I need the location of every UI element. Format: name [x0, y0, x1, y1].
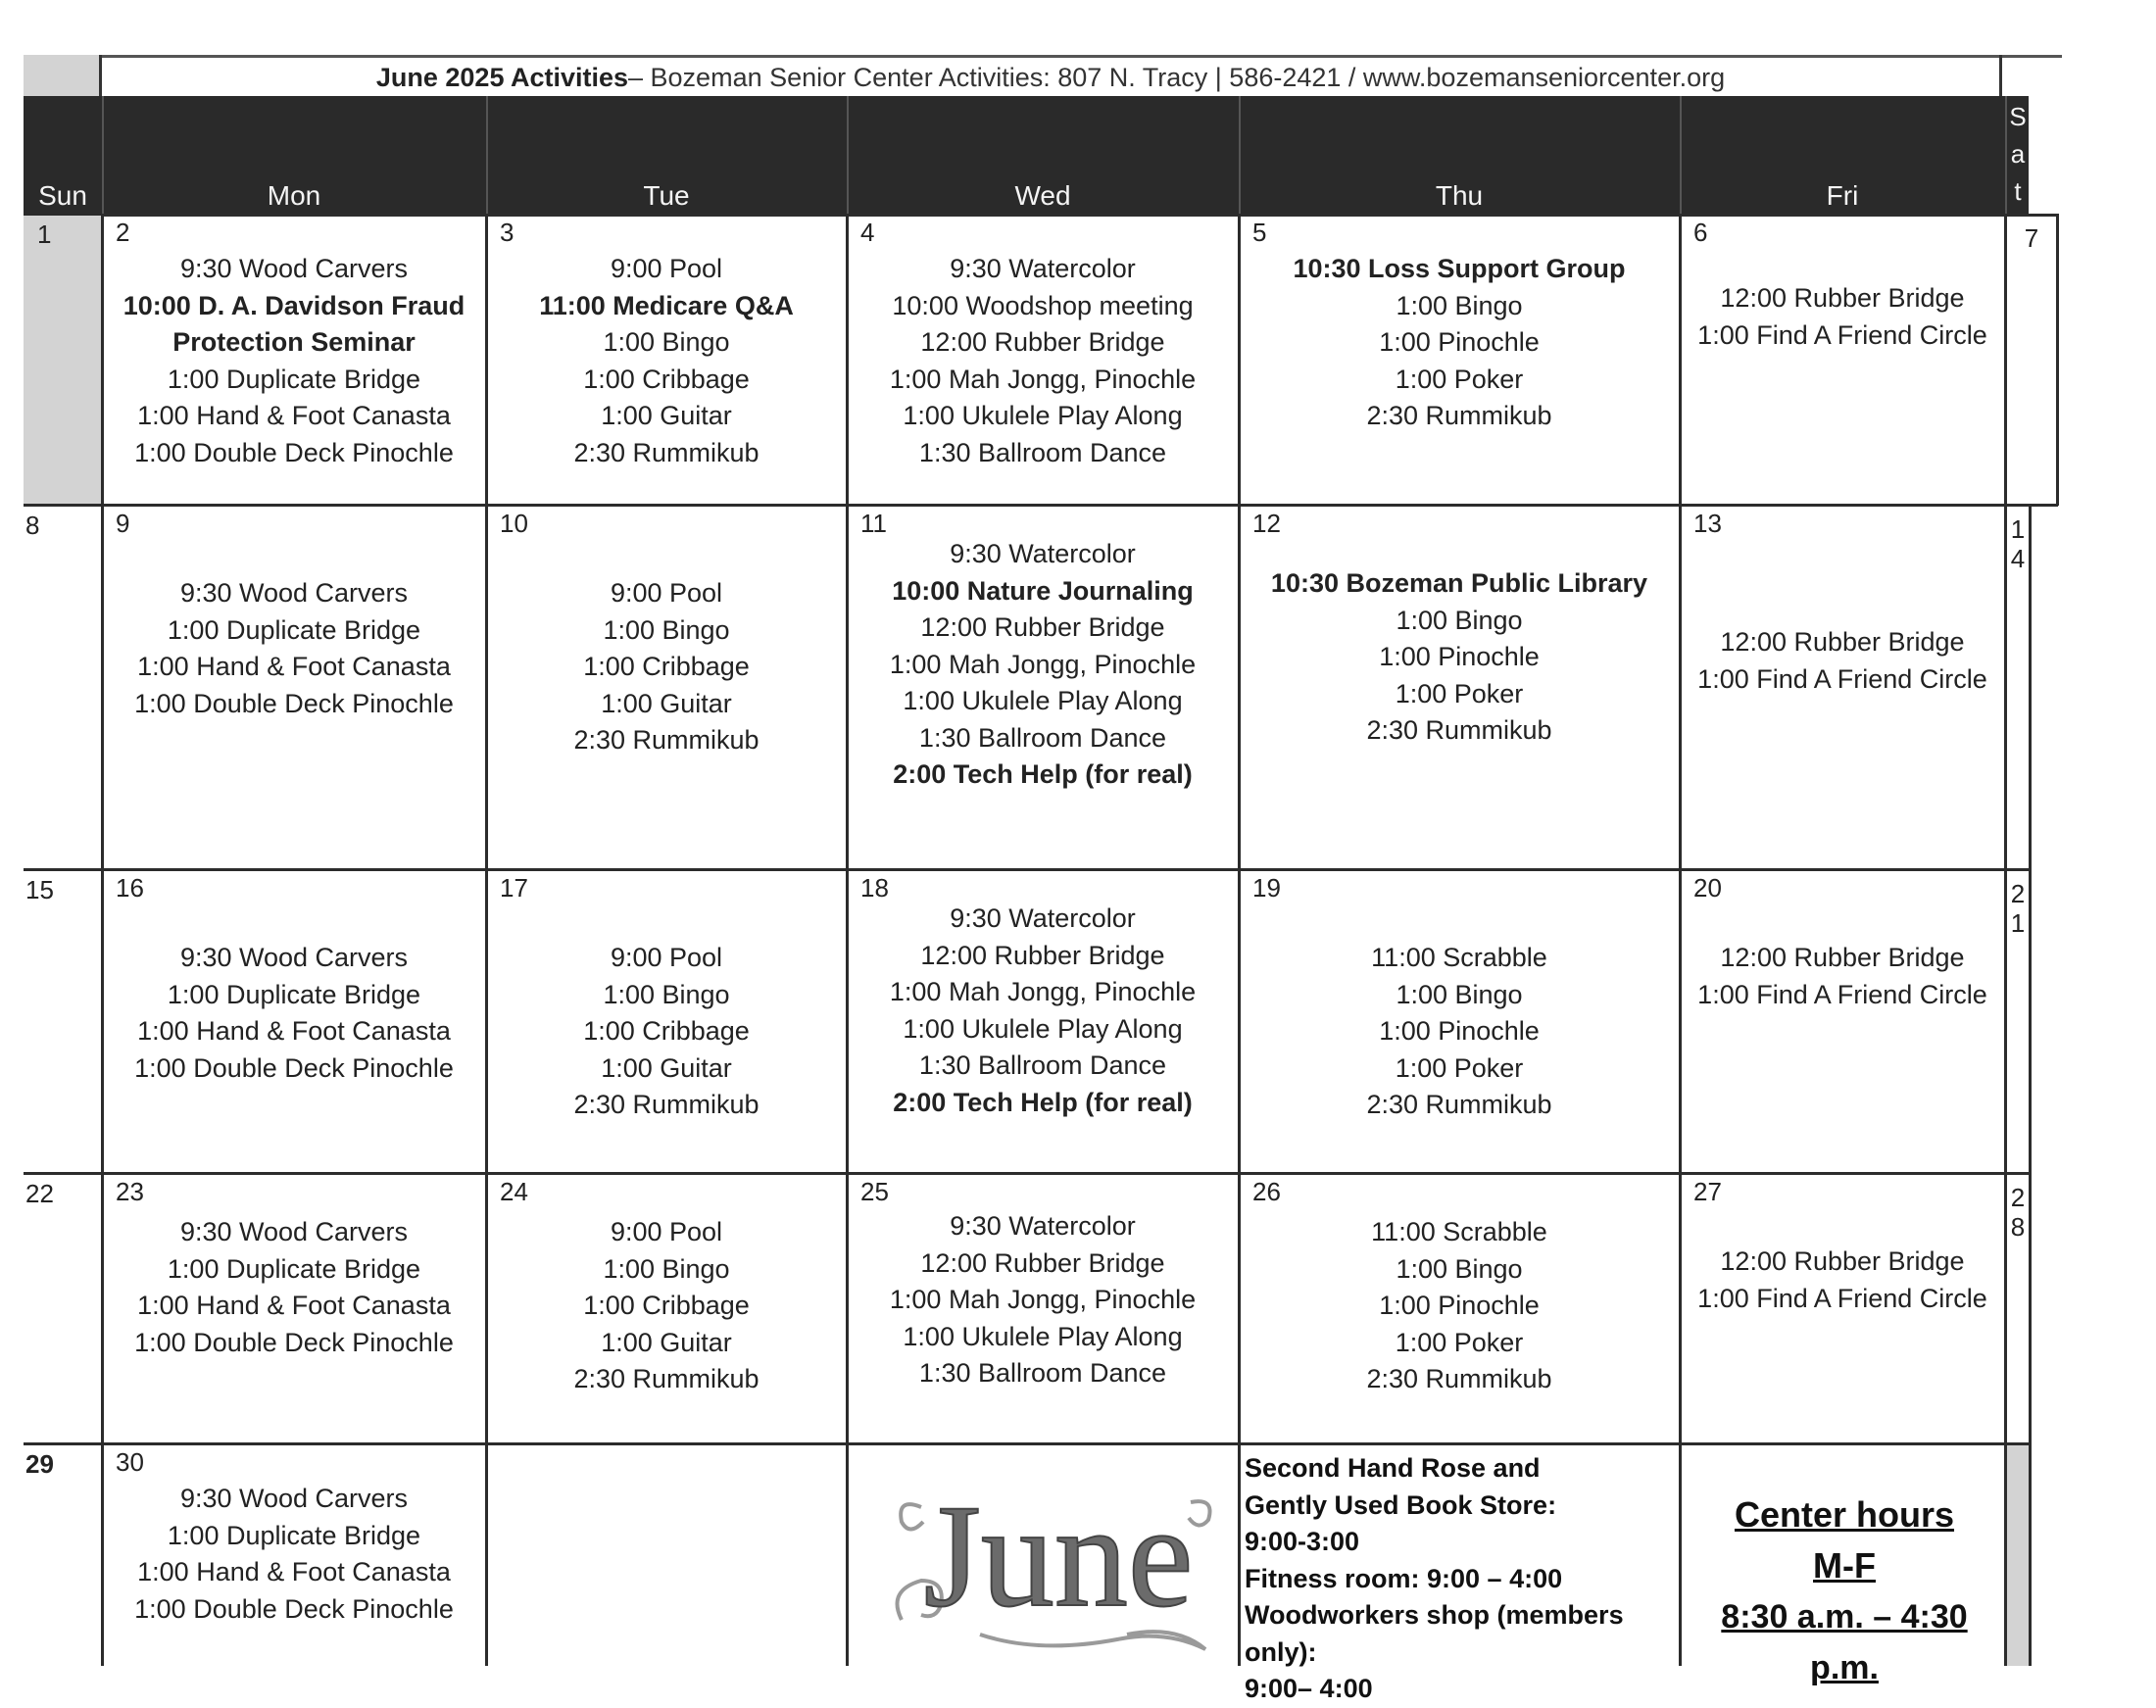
activity-item: 1:30 Ballroom Dance	[918, 1358, 1167, 1388]
june-logo	[862, 1448, 1254, 1664]
day-cell-wed	[847, 507, 1239, 868]
activity-list	[847, 901, 1239, 1121]
activity-list	[1239, 1214, 1680, 1398]
sunday-number: 1	[37, 220, 52, 249]
day-number: 5	[1252, 218, 1267, 247]
activity-item: 9:00 Pool	[610, 943, 723, 972]
day-header-sat: S a t	[2009, 102, 2027, 206]
activity-item: 2:30 Rummikub	[573, 725, 760, 755]
activity-item: 1:00 Cribbage	[583, 364, 750, 394]
activity-list	[102, 1481, 486, 1628]
activity-list	[486, 575, 847, 759]
day-number: 12	[1252, 509, 1281, 538]
activity-item: 12:00 Rubber Bridge	[1720, 283, 1965, 313]
activity-item: 2:30 Rummikub	[1366, 1364, 1552, 1393]
activity-item: 12:00 Rubber Bridge	[920, 327, 1165, 357]
activity-item: 11:00 Medicare Q&A	[539, 290, 794, 320]
activity-item: 11:00 Scrabble	[1371, 1217, 1547, 1246]
day-number: 10	[500, 509, 528, 538]
day-number: 6	[1693, 218, 1708, 247]
day-cell-tue	[486, 871, 847, 1172]
activity-item: 1:00 Ukulele Play Along	[903, 1321, 1183, 1351]
activity-item: 1:00 Poker	[1395, 1327, 1524, 1357]
activity-item: 9:30 Wood Carvers	[179, 1484, 409, 1513]
activity-item: 9:30 Wood Carvers	[179, 254, 409, 283]
day-header-thu: Thu	[1435, 180, 1484, 211]
activity-list	[847, 1208, 1239, 1392]
activity-item: 1:30 Ballroom Dance	[918, 1050, 1167, 1080]
activity-item: 1:00 Pinochle	[1379, 642, 1540, 671]
activity-item: 9:00 Pool	[610, 1217, 723, 1246]
activity-item: 2:30 Rummikub	[573, 1090, 760, 1119]
day-cell-fri	[1680, 507, 2005, 868]
day-number: 9	[116, 509, 130, 538]
day-cell-mon	[102, 871, 486, 1172]
activity-item: 2:30 Rummikub	[1366, 715, 1552, 745]
activity-item: 12:00 Rubber Bridge	[920, 940, 1165, 970]
activity-item: 1:00 Double Deck Pinochle	[134, 437, 454, 467]
activity-item: 1:00 Duplicate Bridge	[167, 1253, 421, 1284]
activity-item: 11:00 Scrabble	[1371, 943, 1547, 972]
day-number: 3	[500, 218, 514, 247]
activity-item: 2:00 Tech Help (for real)	[893, 1087, 1193, 1117]
activity-item: 1:00 Find A Friend Circle	[1697, 319, 1987, 350]
activity-item: 1:00 Cribbage	[583, 1016, 750, 1046]
hours-title: Center hours	[1734, 1494, 1955, 1535]
center-hours	[1684, 1489, 2005, 1686]
activity-item: 1:00 Bingo	[1396, 290, 1523, 320]
activity-item: 1:00 Duplicate Bridge	[167, 1520, 421, 1550]
activity-item: 1:00 Double Deck Pinochle	[134, 1593, 454, 1624]
activity-item: 1:00 Bingo	[1396, 605, 1523, 635]
activity-item: 9:00 Pool	[610, 578, 723, 608]
activity-item: 1:00 Ukulele Play Along	[903, 686, 1183, 715]
activity-item: 1:00 Poker	[1395, 678, 1524, 708]
activity-item: 9:30 Wood Carvers	[179, 943, 409, 972]
june-logo-text: June	[923, 1475, 1194, 1637]
activity-item: 10:30 Loss Support Group	[1293, 254, 1626, 283]
activity-item: 9:30 Wood Carvers	[179, 578, 409, 608]
facility-info	[1245, 1450, 1695, 1703]
activity-item: 12:00 Rubber Bridge	[920, 612, 1165, 642]
saturday-number: 1 4	[2010, 514, 2026, 573]
activity-list	[486, 940, 847, 1124]
activity-item: 1:00 Duplicate Bridge	[167, 979, 421, 1009]
day-cell-wed	[847, 871, 1239, 1172]
activity-item: 1:00 Bingo	[603, 1253, 730, 1284]
day-cell-fri	[1680, 1175, 2005, 1442]
activity-item: 10:00 D. A. Davidson Fraud	[122, 290, 466, 320]
activity-item: 1:00 Cribbage	[583, 1291, 750, 1320]
info-line: 9:00-3:00	[1245, 1527, 1360, 1556]
day-header-mon: Mon	[267, 180, 321, 211]
activity-item: 1:00 Hand & Foot Canasta	[137, 1291, 451, 1320]
activity-list	[102, 575, 486, 722]
activity-item: 1:00 Double Deck Pinochle	[134, 688, 454, 718]
activity-item: 1:00 Find A Friend Circle	[1697, 663, 1987, 694]
day-cell-fri	[1680, 216, 2005, 504]
activity-list	[847, 536, 1239, 794]
activity-list	[1680, 1244, 2005, 1317]
activity-item: 1:00 Bingo	[1396, 979, 1523, 1009]
activity-item: 1:00 Pinochle	[1379, 1016, 1540, 1046]
activity-item: 1:00 Hand & Foot Canasta	[137, 652, 451, 681]
activity-item: 1:00 Hand & Foot Canasta	[137, 1016, 451, 1046]
day-number: 18	[860, 873, 889, 903]
day-number: 27	[1693, 1177, 1722, 1206]
day-cell-mon	[102, 1445, 486, 1666]
day-cell-mon	[102, 507, 486, 868]
activity-item: 1:00 Mah Jongg, Pinochle	[889, 977, 1197, 1006]
hours-days: M-F	[1813, 1545, 1876, 1586]
day-number: 11	[860, 509, 887, 538]
day-header-tue: Tue	[643, 180, 690, 211]
activity-item: 1:00 Guitar	[601, 688, 732, 718]
saturday-number: 7	[2024, 223, 2039, 253]
activity-item: 1:00 Guitar	[601, 1052, 732, 1083]
activity-item: 1:00 Double Deck Pinochle	[134, 1052, 454, 1083]
activity-item: 1:00 Bingo	[1396, 1253, 1523, 1284]
activity-item: 2:30 Rummikub	[573, 437, 760, 467]
activity-item: 1:00 Duplicate Bridge	[167, 364, 421, 394]
activity-item: 12:00 Rubber Bridge	[1720, 1246, 1965, 1276]
saturday-number: 2 1	[2010, 879, 2026, 938]
activity-item: 1:00 Bingo	[603, 979, 730, 1009]
day-cell-thu	[1239, 507, 1680, 868]
sunday-number: 22	[25, 1179, 54, 1208]
activity-list	[486, 1214, 847, 1398]
activity-list	[847, 251, 1239, 471]
day-cell-tue	[486, 216, 847, 504]
day-number: 23	[116, 1177, 144, 1206]
activity-item: 1:30 Ballroom Dance	[918, 437, 1167, 467]
day-header-fri: Fri	[1826, 180, 1859, 211]
hours-time: 8:30 a.m. – 4:30 p.m.	[1721, 1598, 1968, 1686]
activity-item: 2:30 Rummikub	[573, 1364, 760, 1393]
grid-line	[2056, 214, 2059, 506]
activity-list	[102, 1214, 486, 1361]
info-line: Woodworkers shop (members only):	[1245, 1600, 1624, 1667]
day-cell-tue	[486, 507, 847, 868]
activity-item: 9:30 Watercolor	[950, 903, 1136, 933]
activity-item: 1:00 Bingo	[603, 614, 730, 645]
day-number: 24	[500, 1177, 528, 1206]
day-number: 16	[116, 873, 144, 903]
activity-item: 1:00 Ukulele Play Along	[903, 401, 1183, 430]
activity-item: 10:30 Bozeman Public Library	[1270, 568, 1648, 598]
day-number: 26	[1252, 1177, 1281, 1206]
day-number: 30	[116, 1447, 144, 1477]
activity-item: 1:00 Guitar	[601, 1327, 732, 1357]
day-cell-thu	[1239, 216, 1680, 504]
activity-item: 1:00 Cribbage	[583, 652, 750, 681]
activity-item: 9:00 Pool	[610, 254, 723, 283]
activity-item: 1:00 Double Deck Pinochle	[134, 1327, 454, 1357]
activity-item: 9:30 Wood Carvers	[179, 1217, 409, 1246]
day-number: 17	[500, 873, 528, 903]
activity-item: 1:00 Duplicate Bridge	[167, 614, 421, 645]
day-cell-fri	[1680, 871, 2005, 1172]
sunday-number: 15	[25, 875, 54, 904]
day-number: 25	[860, 1177, 889, 1206]
sunday-number: 8	[25, 511, 40, 540]
activity-item: 12:00 Rubber Bridge	[920, 1247, 1165, 1278]
day-number: 2	[116, 218, 130, 247]
header-left-cap	[24, 55, 102, 96]
activity-item: 12:00 Rubber Bridge	[1720, 627, 1965, 657]
day-number: 19	[1252, 873, 1281, 903]
activity-item: 1:00 Mah Jongg, Pinochle	[889, 649, 1197, 679]
day-cell-mon	[102, 216, 486, 504]
activity-item: 12:00 Rubber Bridge	[1720, 943, 1965, 972]
activity-item: 1:00 Pinochle	[1379, 1291, 1540, 1320]
day-cell-thu	[1239, 1175, 1680, 1442]
day-header-wed: Wed	[1014, 180, 1071, 211]
activity-list	[1680, 940, 2005, 1013]
activity-item: 1:00 Ukulele Play Along	[903, 1013, 1183, 1044]
info-line: Second Hand Rose and	[1245, 1453, 1541, 1483]
activity-item: 9:30 Watercolor	[950, 1211, 1136, 1241]
june-logo-art	[862, 1448, 1254, 1664]
title-month: June 2025 Activities	[375, 63, 629, 92]
header-right-cap	[1999, 55, 2062, 96]
activity-list	[102, 940, 486, 1087]
activity-item: 1:00 Hand & Foot Canasta	[137, 401, 451, 430]
page-title	[102, 59, 1999, 96]
activity-item: 2:30 Rummikub	[1366, 401, 1552, 430]
title-details: – Bozeman Senior Center Activities: 807 N. Tracy | 586-2421 / www.bozemanseniorcenter.org	[628, 63, 1726, 92]
activity-item: 1:00 Poker	[1395, 364, 1524, 394]
activity-item: 1:00 Poker	[1395, 1052, 1524, 1083]
activity-item: 1:00 Find A Friend Circle	[1697, 979, 1987, 1009]
activity-item: 1:00 Mah Jongg, Pinochle	[889, 364, 1197, 394]
activity-list	[1239, 251, 1680, 435]
day-number: 4	[860, 218, 875, 247]
saturday-shading	[2005, 1445, 2031, 1666]
info-line: Gently Used Book Store:	[1245, 1489, 1557, 1520]
activity-list	[1239, 565, 1680, 750]
activity-item: 9:30 Watercolor	[950, 539, 1136, 568]
activity-item: 2:30 Rummikub	[1366, 1090, 1552, 1119]
activity-item: 9:30 Watercolor	[950, 254, 1136, 283]
activity-item: 1:30 Ballroom Dance	[918, 722, 1167, 753]
activity-list	[486, 251, 847, 471]
sunday-number: 29	[25, 1449, 54, 1479]
activity-list	[1680, 624, 2005, 698]
saturday-number: 2 8	[2010, 1183, 2026, 1242]
sunday-shading	[24, 216, 102, 505]
activity-item: 1:00 Hand & Foot Canasta	[137, 1557, 451, 1586]
grid-line	[2029, 506, 2032, 1666]
day-cell-mon	[102, 1175, 486, 1442]
day-number: 13	[1693, 509, 1722, 538]
day-header-sun: Sun	[38, 180, 87, 211]
day-cell-wed	[847, 1175, 1239, 1442]
activity-item: Protection Seminar	[172, 327, 416, 357]
day-number: 20	[1693, 873, 1722, 903]
activity-item: 1:00 Mah Jongg, Pinochle	[889, 1285, 1197, 1314]
activity-list	[1680, 280, 2005, 354]
day-cell-thu	[1239, 871, 1680, 1172]
day-cell-tue	[486, 1175, 847, 1442]
activity-item: 10:00 Woodshop meeting	[892, 290, 1194, 320]
activity-item: 1:00 Guitar	[601, 401, 732, 430]
activity-item: 2:00 Tech Help (for real)	[893, 759, 1193, 789]
activity-item: 1:00 Find A Friend Circle	[1697, 1283, 1987, 1313]
info-line: Fitness room: 9:00 – 4:00	[1245, 1563, 1563, 1593]
activity-list	[102, 251, 486, 471]
activity-item: 1:00 Bingo	[603, 327, 730, 357]
day-cell-wed	[847, 216, 1239, 504]
info-line: 9:00– 4:00	[1245, 1674, 1373, 1703]
activity-item: 10:00 Nature Journaling	[892, 575, 1194, 606]
activity-list	[1239, 940, 1680, 1124]
activity-item: 1:00 Pinochle	[1379, 327, 1540, 357]
